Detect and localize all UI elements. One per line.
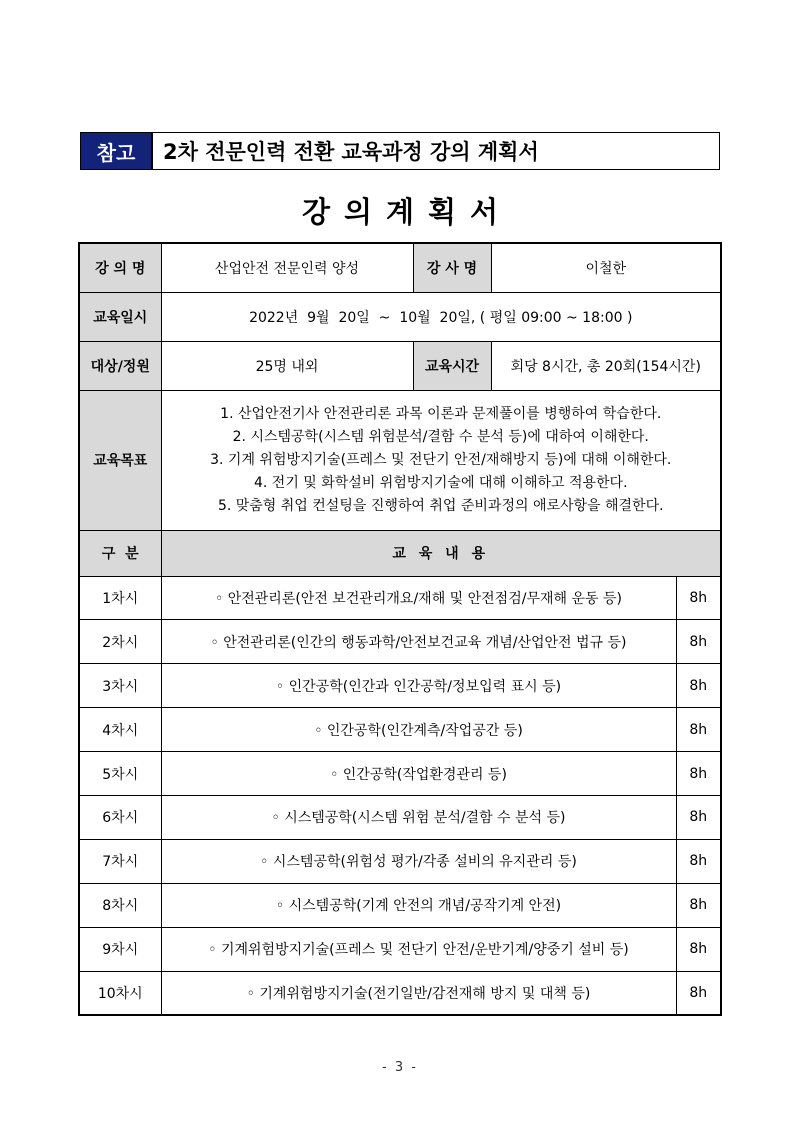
session-hours: 8h	[676, 971, 721, 1015]
instructor-label: 강 사 명	[413, 243, 491, 292]
session-number: 3차시	[79, 664, 161, 708]
session-number: 9차시	[79, 927, 161, 971]
goals-list	[161, 390, 721, 530]
table-row	[79, 664, 721, 708]
schedule-header-row	[79, 530, 721, 576]
goal-item: 3. 기계 위험방지기술(프레스 및 전단기 안전/재해방지 등)에 대해 이해한다.	[210, 451, 672, 468]
session-content: ◦ 인간공학(인간과 인간공학/정보입력 표시 등)	[161, 664, 676, 708]
document-title: 강의계획서	[301, 195, 513, 229]
session-number: 10차시	[79, 971, 161, 1015]
session-content: ◦ 인간공학(인간계측/작업공간 등)	[161, 708, 676, 752]
table-row	[79, 927, 721, 971]
session-number: 5차시	[79, 752, 161, 796]
table-row	[79, 839, 721, 883]
table-row	[79, 752, 721, 796]
page-number: - 3 -	[382, 1060, 418, 1075]
session-number: 1차시	[79, 576, 161, 620]
session-hours: 8h	[676, 620, 721, 664]
session-number: 4차시	[79, 708, 161, 752]
session-hours: 8h	[676, 708, 721, 752]
section-header	[80, 132, 720, 170]
session-hours: 8h	[676, 752, 721, 796]
session-hours: 8h	[676, 883, 721, 927]
goals-label: 교육목표	[79, 390, 161, 530]
session-content: ◦ 인간공학(작업환경관리 등)	[161, 752, 676, 796]
goal-item: 2. 시스템공학(시스템 위험분석/결함 수 분석 등)에 대하여 이해한다.	[232, 428, 649, 445]
lecture-plan-table	[78, 242, 722, 1016]
session-content: ◦ 시스템공학(위험성 평가/각종 설비의 유지관리 등)	[161, 839, 676, 883]
session-hours: 8h	[676, 795, 721, 839]
target-row	[79, 341, 721, 390]
session-content: ◦ 안전관리론(안전 보건관리개요/재해 및 안전점검/무재해 운동 등)	[161, 576, 676, 620]
hours-label: 교육시간	[413, 341, 491, 390]
target-label: 대상/정원	[79, 341, 161, 390]
section-title: 2차 전문인력 전환 교육과정 강의 계획서	[151, 133, 719, 169]
hours-value: 회당 8시간, 총 20회(154시간)	[491, 341, 721, 390]
date-value: 2022년 9월 20일 ~ 10월 20일, ( 평일 09:00 ~ 18:00 )	[161, 292, 721, 341]
table-row	[79, 620, 721, 664]
table-row	[79, 971, 721, 1015]
session-content: ◦ 시스템공학(시스템 위험 분석/결함 수 분석 등)	[161, 795, 676, 839]
goals-row	[79, 390, 721, 530]
session-hours: 8h	[676, 839, 721, 883]
target-value: 25명 내외	[161, 341, 413, 390]
goal-item: 4. 전기 및 화학설비 위험방지기술에 대해 이해하고 적용한다.	[253, 474, 628, 491]
table-row	[79, 708, 721, 752]
session-number: 6차시	[79, 795, 161, 839]
course-value: 산업안전 전문인력 양성	[161, 243, 413, 292]
course-label: 강 의 명	[79, 243, 161, 292]
session-content: ◦ 시스템공학(기계 안전의 개념/공작기계 안전)	[161, 883, 676, 927]
table-row	[79, 795, 721, 839]
instructor-value: 이철한	[491, 243, 721, 292]
date-row	[79, 292, 721, 341]
goal-item: 1. 산업안전기사 안전관리론 과목 이론과 문제풀이를 병행하여 학습한다.	[220, 405, 662, 422]
date-label: 교육일시	[79, 292, 161, 341]
table-row	[79, 576, 721, 620]
session-header: 구 분	[79, 530, 161, 576]
session-content: ◦ 기계위험방지기술(전기일반/감전재해 방지 및 대책 등)	[161, 971, 676, 1015]
session-hours: 8h	[676, 664, 721, 708]
course-row	[79, 243, 721, 292]
goal-item: 5. 맞춤형 취업 컨설팅을 진행하여 취업 준비과정의 애로사항을 해결한다.	[217, 497, 664, 514]
table-row	[79, 883, 721, 927]
session-number: 2차시	[79, 620, 161, 664]
session-number: 7차시	[79, 839, 161, 883]
session-hours: 8h	[676, 576, 721, 620]
session-content: ◦ 안전관리론(인간의 행동과학/안전보건교육 개념/산업안전 법규 등)	[161, 620, 676, 664]
content-header: 교 육 내 용	[161, 530, 721, 576]
reference-tag: 참고	[81, 133, 151, 169]
session-hours: 8h	[676, 927, 721, 971]
session-content: ◦ 기계위험방지기술(프레스 및 전단기 안전/운반기계/양중기 설비 등)	[161, 927, 676, 971]
session-number: 8차시	[79, 883, 161, 927]
